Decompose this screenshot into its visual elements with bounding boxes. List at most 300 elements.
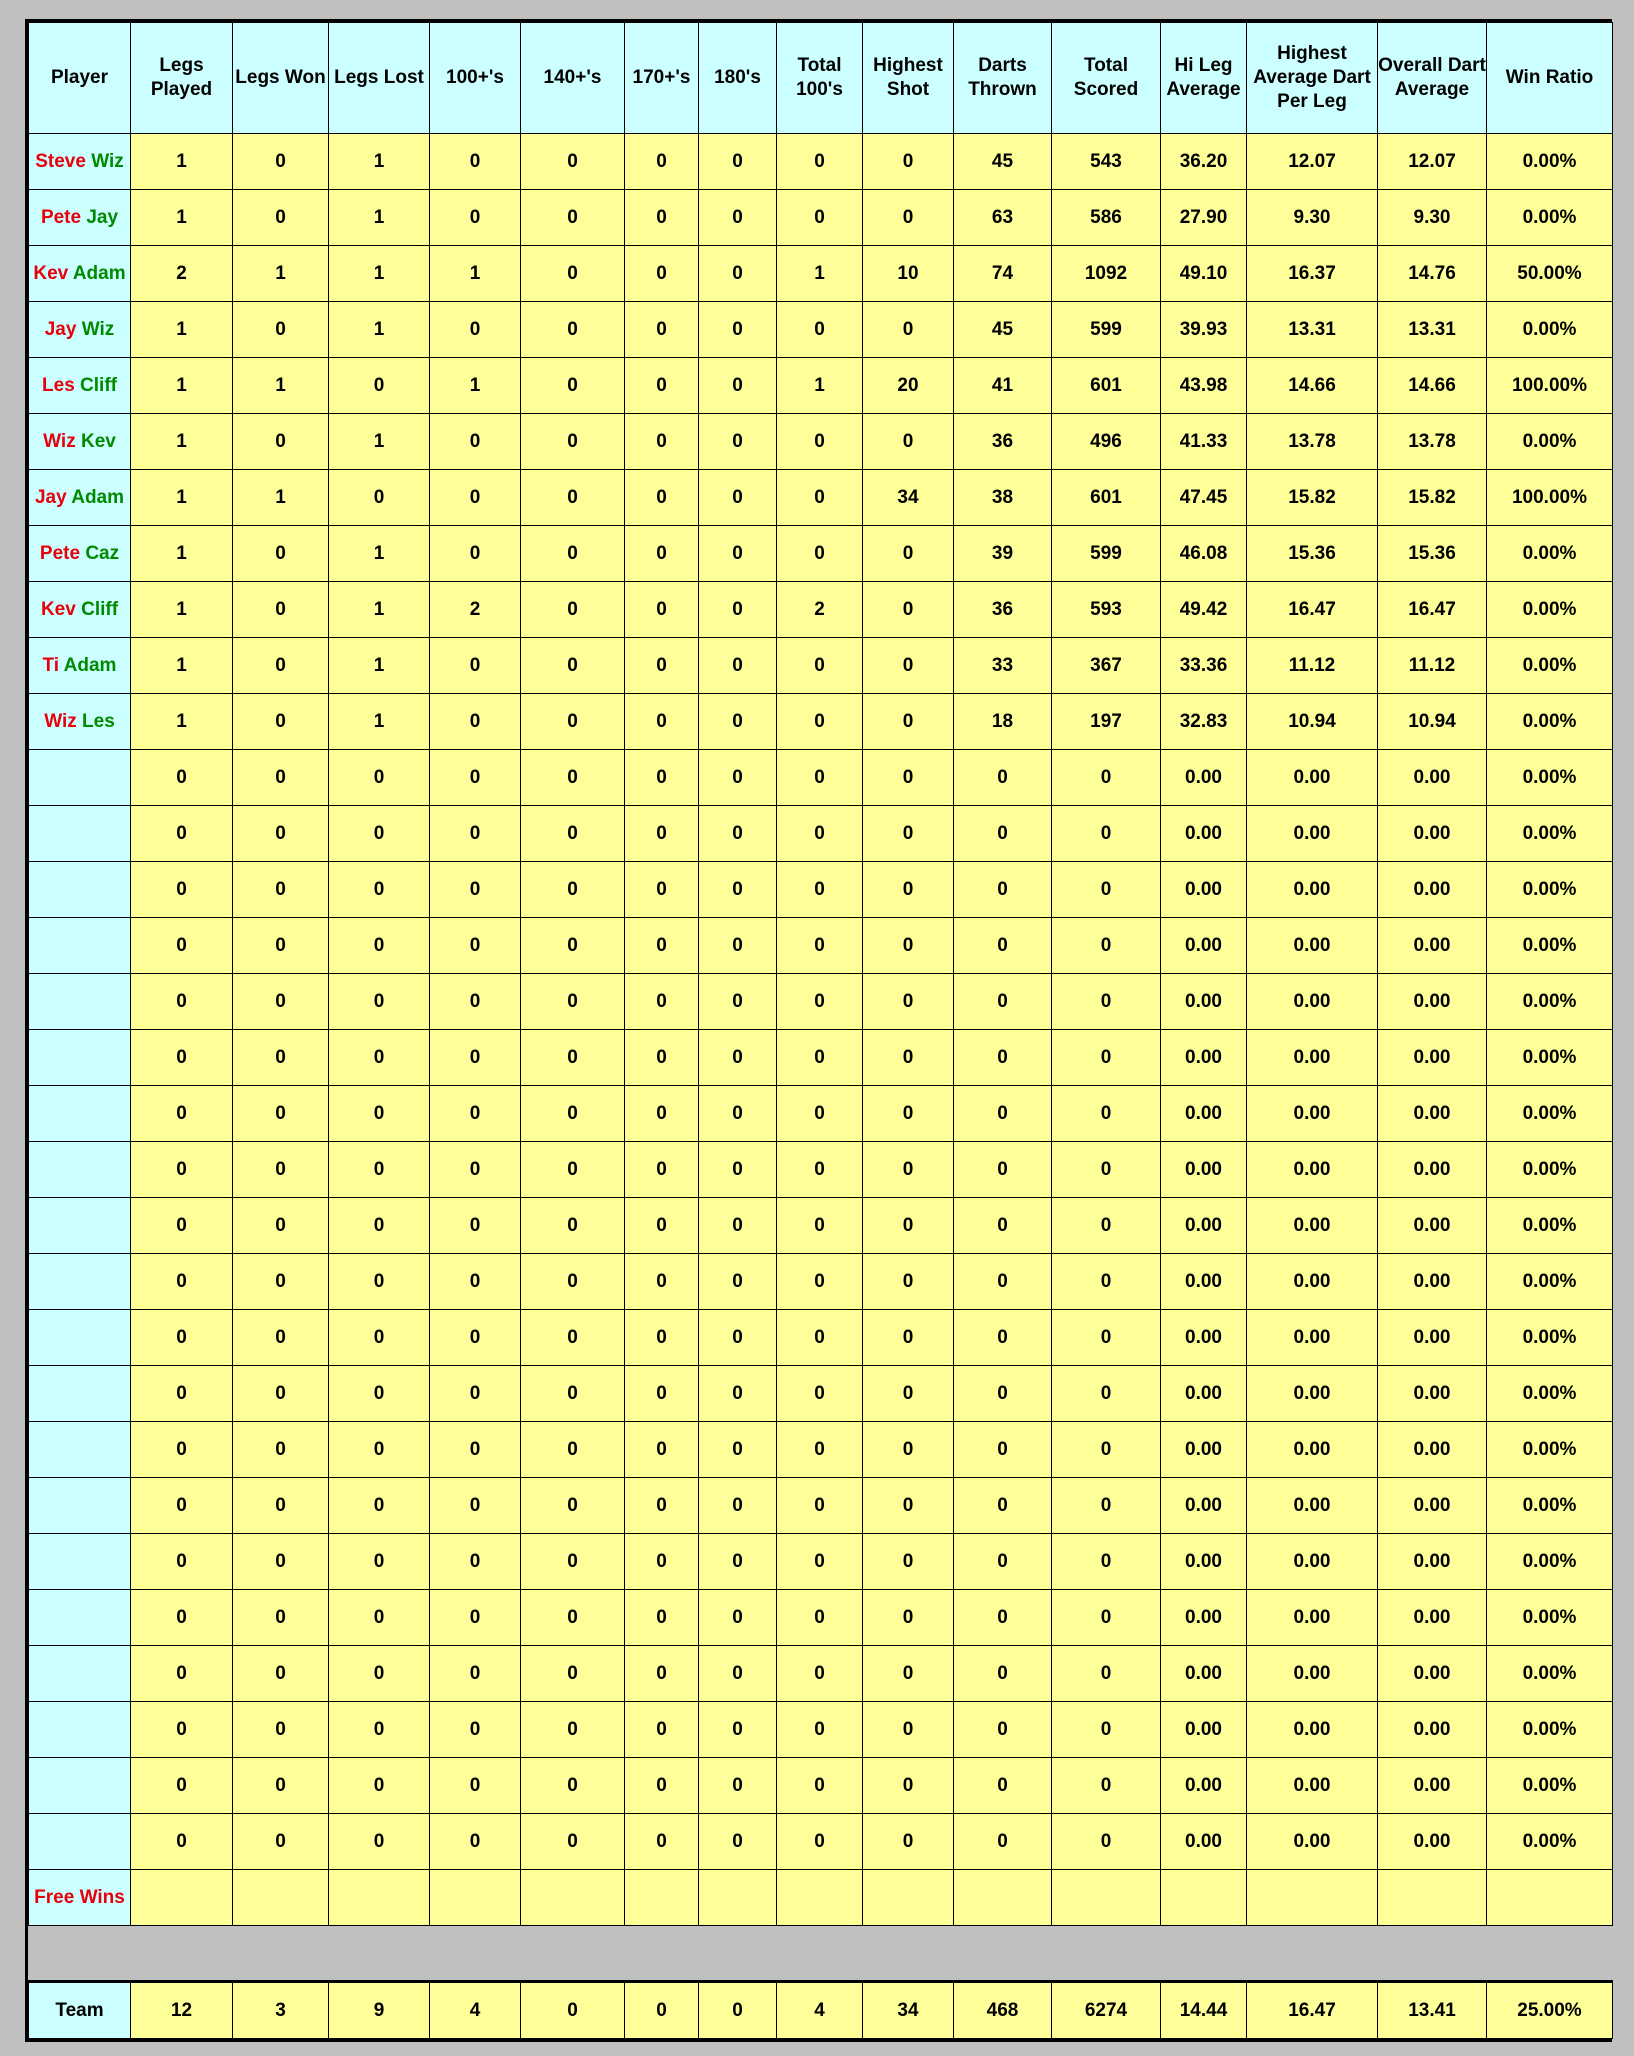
player-name-cell[interactable]	[29, 1646, 131, 1702]
table-cell[interactable]: 1	[131, 526, 233, 582]
table-cell[interactable]: 1	[329, 582, 430, 638]
table-cell[interactable]: 20	[863, 358, 954, 414]
table-cell[interactable]: 0	[954, 1030, 1052, 1086]
table-cell[interactable]: 0	[777, 414, 863, 470]
table-cell[interactable]: 0.00%	[1487, 1646, 1613, 1702]
table-cell[interactable]: 0.00%	[1487, 582, 1613, 638]
table-cell[interactable]: 1	[329, 190, 430, 246]
table-cell[interactable]: 0	[430, 1366, 521, 1422]
table-cell[interactable]: 0	[863, 974, 954, 1030]
table-cell[interactable]: 0	[777, 1646, 863, 1702]
table-cell[interactable]: 0	[625, 470, 699, 526]
table-cell[interactable]: 0	[233, 1422, 329, 1478]
table-cell[interactable]: 0.00	[1161, 1086, 1247, 1142]
table-cell[interactable]: 1	[131, 638, 233, 694]
table-cell[interactable]: 0	[521, 1198, 625, 1254]
table-cell[interactable]	[1378, 1870, 1487, 1926]
table-cell[interactable]: 1	[430, 246, 521, 302]
column-header[interactable]: Highest Shot	[863, 23, 954, 134]
table-cell[interactable]: 0	[329, 974, 430, 1030]
table-cell[interactable]: 0	[329, 1590, 430, 1646]
table-cell[interactable]: 100.00%	[1487, 358, 1613, 414]
table-cell[interactable]	[233, 1870, 329, 1926]
table-cell[interactable]: 41	[954, 358, 1052, 414]
table-cell[interactable]: 0	[521, 1758, 625, 1814]
table-cell[interactable]: 0	[131, 1422, 233, 1478]
table-cell[interactable]: 0	[863, 1590, 954, 1646]
table-cell[interactable]: 0	[699, 582, 777, 638]
table-cell[interactable]: 0	[233, 1702, 329, 1758]
table-cell[interactable]: 10	[863, 246, 954, 302]
table-cell[interactable]: 0	[430, 862, 521, 918]
table-cell[interactable]: 36.20	[1161, 134, 1247, 190]
table-cell[interactable]: 0	[329, 1030, 430, 1086]
table-cell[interactable]: 0	[777, 1198, 863, 1254]
table-cell[interactable]: 0	[699, 302, 777, 358]
table-cell[interactable]: 0	[1052, 1758, 1161, 1814]
table-cell[interactable]: 1	[131, 414, 233, 470]
team-total-cell[interactable]: 6274	[1052, 1982, 1161, 2039]
table-cell[interactable]: 0	[625, 1814, 699, 1870]
table-cell[interactable]: 543	[1052, 134, 1161, 190]
table-cell[interactable]: 0	[625, 918, 699, 974]
column-header[interactable]: Legs Played	[131, 23, 233, 134]
table-cell[interactable]: 0	[430, 1814, 521, 1870]
table-cell[interactable]: 1	[777, 358, 863, 414]
table-cell[interactable]: 0.00%	[1487, 638, 1613, 694]
column-header[interactable]: Legs Lost	[329, 23, 430, 134]
table-cell[interactable]: 0	[1052, 1086, 1161, 1142]
table-cell[interactable]: 0	[863, 1198, 954, 1254]
column-header[interactable]: 100+'s	[430, 23, 521, 134]
table-cell[interactable]: 0.00	[1161, 1030, 1247, 1086]
table-cell[interactable]: 0.00	[1161, 974, 1247, 1030]
table-cell[interactable]: 10.94	[1378, 694, 1487, 750]
table-cell[interactable]: 0.00%	[1487, 1254, 1613, 1310]
table-cell[interactable]: 34	[863, 470, 954, 526]
table-cell[interactable]: 36	[954, 582, 1052, 638]
table-cell[interactable]: 0.00	[1247, 1590, 1378, 1646]
table-cell[interactable]: 0	[521, 638, 625, 694]
table-cell[interactable]: 100.00%	[1487, 470, 1613, 526]
table-cell[interactable]: 1	[329, 694, 430, 750]
table-cell[interactable]: 0	[863, 134, 954, 190]
table-cell[interactable]: 0.00	[1378, 1086, 1487, 1142]
table-cell[interactable]: 0	[521, 862, 625, 918]
table-cell[interactable]: 0	[1052, 1142, 1161, 1198]
table-cell[interactable]: 0.00	[1378, 1590, 1487, 1646]
table-cell[interactable]: 0	[699, 1086, 777, 1142]
table-cell[interactable]: 0.00	[1161, 1310, 1247, 1366]
table-cell[interactable]: 0	[777, 806, 863, 862]
table-cell[interactable]: 0	[521, 1254, 625, 1310]
player-name-cell[interactable]	[29, 302, 131, 358]
table-cell[interactable]: 0.00	[1247, 1254, 1378, 1310]
table-cell[interactable]: 0	[233, 1310, 329, 1366]
table-cell[interactable]: 0.00	[1161, 1254, 1247, 1310]
table-cell[interactable]: 0	[625, 414, 699, 470]
table-cell[interactable]: 0	[430, 1758, 521, 1814]
table-cell[interactable]	[521, 1870, 625, 1926]
table-cell[interactable]: 0	[699, 526, 777, 582]
table-cell[interactable]: 15.36	[1247, 526, 1378, 582]
table-cell[interactable]: 0	[131, 1086, 233, 1142]
table-cell[interactable]: 0	[521, 918, 625, 974]
table-cell[interactable]: 0	[521, 358, 625, 414]
table-cell[interactable]: 0	[625, 1030, 699, 1086]
table-cell[interactable]: 0	[233, 1590, 329, 1646]
table-cell[interactable]: 0	[777, 1142, 863, 1198]
table-cell[interactable]: 496	[1052, 414, 1161, 470]
table-cell[interactable]: 0	[625, 1702, 699, 1758]
player-name-cell[interactable]	[29, 806, 131, 862]
table-cell[interactable]: 0	[777, 470, 863, 526]
table-cell[interactable]: 0.00%	[1487, 1142, 1613, 1198]
table-cell[interactable]: 0	[777, 974, 863, 1030]
table-cell[interactable]: 0	[863, 190, 954, 246]
table-cell[interactable]: 32.83	[1161, 694, 1247, 750]
column-header[interactable]: Hi Leg Average	[1161, 23, 1247, 134]
player-name-cell[interactable]	[29, 918, 131, 974]
table-cell[interactable]: 0	[954, 1590, 1052, 1646]
table-cell[interactable]: 1	[131, 358, 233, 414]
player-name-cell[interactable]	[29, 1366, 131, 1422]
table-cell[interactable]: 0	[131, 1646, 233, 1702]
table-cell[interactable]: 0	[233, 1142, 329, 1198]
table-cell[interactable]: 0	[699, 974, 777, 1030]
player-name-cell[interactable]	[29, 1590, 131, 1646]
table-cell[interactable]: 0	[777, 1422, 863, 1478]
table-cell[interactable]: 0	[329, 1142, 430, 1198]
table-cell[interactable]: 1	[233, 358, 329, 414]
table-cell[interactable]: 0	[699, 750, 777, 806]
table-cell[interactable]: 0	[1052, 1478, 1161, 1534]
team-total-cell[interactable]: 0	[699, 1982, 777, 2039]
table-cell[interactable]: 0	[777, 1478, 863, 1534]
table-cell[interactable]: 0	[131, 1590, 233, 1646]
table-cell[interactable]: 599	[1052, 302, 1161, 358]
table-cell[interactable]: 0	[430, 1702, 521, 1758]
table-cell[interactable]: 0	[1052, 1030, 1161, 1086]
table-cell[interactable]: 0	[131, 974, 233, 1030]
table-cell[interactable]: 0	[777, 1590, 863, 1646]
table-cell[interactable]: 0	[777, 302, 863, 358]
table-cell[interactable]: 0	[521, 1422, 625, 1478]
table-cell[interactable]: 0	[954, 862, 1052, 918]
table-cell[interactable]: 0.00	[1378, 1534, 1487, 1590]
table-cell[interactable]: 0	[777, 1366, 863, 1422]
table-cell[interactable]: 1	[329, 526, 430, 582]
table-cell[interactable]	[1161, 1870, 1247, 1926]
table-cell[interactable]: 0	[1052, 1254, 1161, 1310]
table-cell[interactable]: 0	[1052, 1198, 1161, 1254]
player-name-cell[interactable]	[29, 750, 131, 806]
table-cell[interactable]: 586	[1052, 190, 1161, 246]
table-cell[interactable]: 1	[329, 302, 430, 358]
table-cell[interactable]: 593	[1052, 582, 1161, 638]
team-total-cell[interactable]: 3	[233, 1982, 329, 2039]
table-cell[interactable]: 0	[863, 1254, 954, 1310]
table-cell[interactable]: 0.00	[1247, 1478, 1378, 1534]
table-cell[interactable]: 0	[699, 190, 777, 246]
table-cell[interactable]: 0	[1052, 918, 1161, 974]
table-cell[interactable]: 0.00	[1161, 1534, 1247, 1590]
table-cell[interactable]	[1247, 1870, 1378, 1926]
table-cell[interactable]: 0	[625, 1646, 699, 1702]
table-cell[interactable]: 0	[329, 918, 430, 974]
table-cell[interactable]: 0	[954, 1310, 1052, 1366]
column-header[interactable]: Legs Won	[233, 23, 329, 134]
table-cell[interactable]: 0	[625, 862, 699, 918]
table-cell[interactable]: 0	[233, 1814, 329, 1870]
table-cell[interactable]: 0	[233, 1254, 329, 1310]
table-cell[interactable]: 0	[233, 974, 329, 1030]
team-total-cell[interactable]: 14.44	[1161, 1982, 1247, 2039]
table-cell[interactable]: 0	[233, 806, 329, 862]
team-total-cell[interactable]: 34	[863, 1982, 954, 2039]
column-header[interactable]: Darts Thrown	[954, 23, 1052, 134]
table-cell[interactable]: 0	[521, 1478, 625, 1534]
table-cell[interactable]: 0	[777, 1702, 863, 1758]
player-name-cell[interactable]	[29, 974, 131, 1030]
table-cell[interactable]: 18	[954, 694, 1052, 750]
table-cell[interactable]: 11.12	[1378, 638, 1487, 694]
table-cell[interactable]: 15.82	[1378, 470, 1487, 526]
table-cell[interactable]: 1	[430, 358, 521, 414]
column-header[interactable]: 140+'s	[521, 23, 625, 134]
table-cell[interactable]: 0.00	[1161, 1646, 1247, 1702]
player-name-cell[interactable]	[29, 190, 131, 246]
table-cell[interactable]: 0.00	[1161, 806, 1247, 862]
table-cell[interactable]: 0.00%	[1487, 1758, 1613, 1814]
table-cell[interactable]: 0	[1052, 1366, 1161, 1422]
table-cell[interactable]: 0	[329, 1310, 430, 1366]
table-cell[interactable]: 0	[233, 1030, 329, 1086]
table-cell[interactable]: 0.00	[1378, 1142, 1487, 1198]
table-cell[interactable]: 0	[233, 1366, 329, 1422]
player-name-cell[interactable]	[29, 862, 131, 918]
table-cell[interactable]: 0	[233, 1478, 329, 1534]
table-cell[interactable]: 50.00%	[1487, 246, 1613, 302]
table-cell[interactable]: 1092	[1052, 246, 1161, 302]
table-cell[interactable]: 0	[521, 1086, 625, 1142]
table-cell[interactable]: 0	[521, 1310, 625, 1366]
table-cell[interactable]	[131, 1870, 233, 1926]
table-cell[interactable]: 0	[625, 806, 699, 862]
table-cell[interactable]: 0.00	[1247, 1702, 1378, 1758]
table-cell[interactable]: 0	[521, 582, 625, 638]
table-cell[interactable]: 0.00	[1378, 750, 1487, 806]
table-cell[interactable]: 0	[954, 1142, 1052, 1198]
table-cell[interactable]: 0	[954, 1814, 1052, 1870]
player-name-cell[interactable]	[29, 414, 131, 470]
table-cell[interactable]: 0	[625, 1478, 699, 1534]
table-cell[interactable]: 0.00	[1161, 1198, 1247, 1254]
table-cell[interactable]: 0	[777, 638, 863, 694]
table-cell[interactable]: 14.66	[1378, 358, 1487, 414]
table-cell[interactable]: 0	[863, 918, 954, 974]
table-cell[interactable]	[954, 1870, 1052, 1926]
table-cell[interactable]: 0	[521, 134, 625, 190]
team-total-cell[interactable]: 0	[521, 1982, 625, 2039]
table-cell[interactable]: 1	[131, 302, 233, 358]
table-cell[interactable]: 0.00	[1247, 1198, 1378, 1254]
table-cell[interactable]: 0	[430, 414, 521, 470]
table-cell[interactable]: 0	[233, 918, 329, 974]
team-total-cell[interactable]: 468	[954, 1982, 1052, 2039]
table-cell[interactable]: 0	[430, 302, 521, 358]
table-cell[interactable]: 0	[699, 694, 777, 750]
table-cell[interactable]: 0	[430, 190, 521, 246]
table-cell[interactable]: 0	[699, 414, 777, 470]
table-cell[interactable]: 0.00%	[1487, 1478, 1613, 1534]
table-cell[interactable]	[699, 1870, 777, 1926]
table-cell[interactable]: 0	[430, 1422, 521, 1478]
table-cell[interactable]: 0	[863, 638, 954, 694]
team-total-cell[interactable]: 25.00%	[1487, 1982, 1613, 2039]
table-cell[interactable]: 0	[777, 1254, 863, 1310]
table-cell[interactable]: 0.00	[1378, 1310, 1487, 1366]
table-cell[interactable]: 0.00	[1378, 1366, 1487, 1422]
table-cell[interactable]: 0	[521, 1030, 625, 1086]
table-cell[interactable]: 0	[625, 1198, 699, 1254]
table-cell[interactable]: 38	[954, 470, 1052, 526]
table-cell[interactable]: 0.00	[1247, 974, 1378, 1030]
table-cell[interactable]: 0	[430, 470, 521, 526]
table-cell[interactable]: 0	[863, 1534, 954, 1590]
column-header[interactable]: Total 100's	[777, 23, 863, 134]
table-cell[interactable]: 0	[233, 694, 329, 750]
player-name-cell[interactable]	[29, 1702, 131, 1758]
table-cell[interactable]: 0	[863, 750, 954, 806]
table-cell[interactable]: 0	[954, 1702, 1052, 1758]
table-cell[interactable]: 0	[521, 1366, 625, 1422]
table-cell[interactable]: 0	[131, 1030, 233, 1086]
table-cell[interactable]: 12.07	[1378, 134, 1487, 190]
table-cell[interactable]: 0	[954, 750, 1052, 806]
table-cell[interactable]: 0	[777, 1030, 863, 1086]
table-cell[interactable]: 0	[329, 1198, 430, 1254]
table-cell[interactable]: 0	[954, 1086, 1052, 1142]
table-cell[interactable]: 0.00%	[1487, 1366, 1613, 1422]
table-cell[interactable]: 0	[329, 1814, 430, 1870]
player-name-cell[interactable]	[29, 1310, 131, 1366]
table-cell[interactable]: 0	[625, 190, 699, 246]
table-cell[interactable]: 0	[863, 526, 954, 582]
table-cell[interactable]: 0	[329, 1758, 430, 1814]
table-cell[interactable]: 0	[521, 1590, 625, 1646]
table-cell[interactable]: 0	[777, 134, 863, 190]
table-cell[interactable]: 0	[233, 414, 329, 470]
table-cell[interactable]: 0	[521, 526, 625, 582]
table-cell[interactable]: 45	[954, 302, 1052, 358]
column-header[interactable]: Win Ratio	[1487, 23, 1613, 134]
column-header[interactable]: Highest Average Dart Per Leg	[1247, 23, 1378, 134]
table-cell[interactable]: 0	[521, 974, 625, 1030]
table-cell[interactable]: 0	[863, 1478, 954, 1534]
table-cell[interactable]: 0.00	[1378, 974, 1487, 1030]
table-cell[interactable]: 1	[329, 134, 430, 190]
table-cell[interactable]: 0	[625, 582, 699, 638]
table-cell[interactable]: 0	[625, 302, 699, 358]
table-cell[interactable]: 0.00%	[1487, 134, 1613, 190]
table-cell[interactable]: 0	[863, 1030, 954, 1086]
table-cell[interactable]: 0	[777, 1758, 863, 1814]
player-name-cell[interactable]	[29, 134, 131, 190]
column-header[interactable]: Total Scored	[1052, 23, 1161, 134]
table-cell[interactable]: 0	[954, 974, 1052, 1030]
table-cell[interactable]	[430, 1870, 521, 1926]
table-cell[interactable]: 16.47	[1378, 582, 1487, 638]
table-cell[interactable]: 0	[625, 246, 699, 302]
table-cell[interactable]: 0	[131, 750, 233, 806]
table-cell[interactable]: 0.00	[1161, 1758, 1247, 1814]
table-cell[interactable]: 0	[625, 1142, 699, 1198]
table-cell[interactable]: 0	[954, 1422, 1052, 1478]
table-cell[interactable]: 43.98	[1161, 358, 1247, 414]
table-cell[interactable]: 41.33	[1161, 414, 1247, 470]
table-cell[interactable]: 0	[954, 1478, 1052, 1534]
table-cell[interactable]: 0.00	[1378, 1198, 1487, 1254]
table-cell[interactable]: 0	[954, 1254, 1052, 1310]
table-cell[interactable]: 0.00	[1378, 862, 1487, 918]
table-cell[interactable]: 1	[777, 246, 863, 302]
table-cell[interactable]: 0	[625, 1590, 699, 1646]
table-cell[interactable]: 0	[777, 862, 863, 918]
table-cell[interactable]: 0	[699, 1310, 777, 1366]
table-cell[interactable]: 0	[329, 1422, 430, 1478]
table-cell[interactable]: 197	[1052, 694, 1161, 750]
table-cell[interactable]: 0	[233, 1086, 329, 1142]
table-cell[interactable]: 0	[430, 1646, 521, 1702]
table-cell[interactable]: 0	[233, 134, 329, 190]
table-cell[interactable]: 0	[329, 470, 430, 526]
table-cell[interactable]: 0.00	[1378, 1814, 1487, 1870]
table-cell[interactable]: 0	[699, 358, 777, 414]
table-cell[interactable]: 13.78	[1247, 414, 1378, 470]
table-cell[interactable]	[1052, 1870, 1161, 1926]
table-cell[interactable]: 0	[1052, 1646, 1161, 1702]
table-cell[interactable]: 0	[521, 806, 625, 862]
table-cell[interactable]: 0	[131, 1702, 233, 1758]
table-cell[interactable]: 0	[430, 638, 521, 694]
table-cell[interactable]: 0	[1052, 1702, 1161, 1758]
table-cell[interactable]: 0.00	[1161, 1814, 1247, 1870]
player-name-cell[interactable]	[29, 582, 131, 638]
table-cell[interactable]: 0	[777, 190, 863, 246]
table-cell[interactable]: 601	[1052, 358, 1161, 414]
table-cell[interactable]: 0.00	[1378, 1422, 1487, 1478]
table-cell[interactable]: 0	[863, 1086, 954, 1142]
table-cell[interactable]: 2	[131, 246, 233, 302]
table-cell[interactable]: 0	[430, 134, 521, 190]
table-cell[interactable]: 0	[430, 1310, 521, 1366]
table-cell[interactable]: 0	[699, 1534, 777, 1590]
table-cell[interactable]: 0	[699, 806, 777, 862]
table-cell[interactable]: 0	[699, 1366, 777, 1422]
table-cell[interactable]: 0.00%	[1487, 1198, 1613, 1254]
table-cell[interactable]: 0.00	[1378, 1030, 1487, 1086]
table-cell[interactable]: 0.00	[1247, 1086, 1378, 1142]
table-cell[interactable]: 0.00	[1161, 862, 1247, 918]
table-cell[interactable]: 0	[131, 1478, 233, 1534]
table-cell[interactable]: 13.78	[1378, 414, 1487, 470]
table-cell[interactable]: 0	[233, 582, 329, 638]
table-cell[interactable]: 0	[625, 1310, 699, 1366]
table-cell[interactable]: 36	[954, 414, 1052, 470]
table-cell[interactable]: 45	[954, 134, 1052, 190]
table-cell[interactable]: 1	[131, 190, 233, 246]
